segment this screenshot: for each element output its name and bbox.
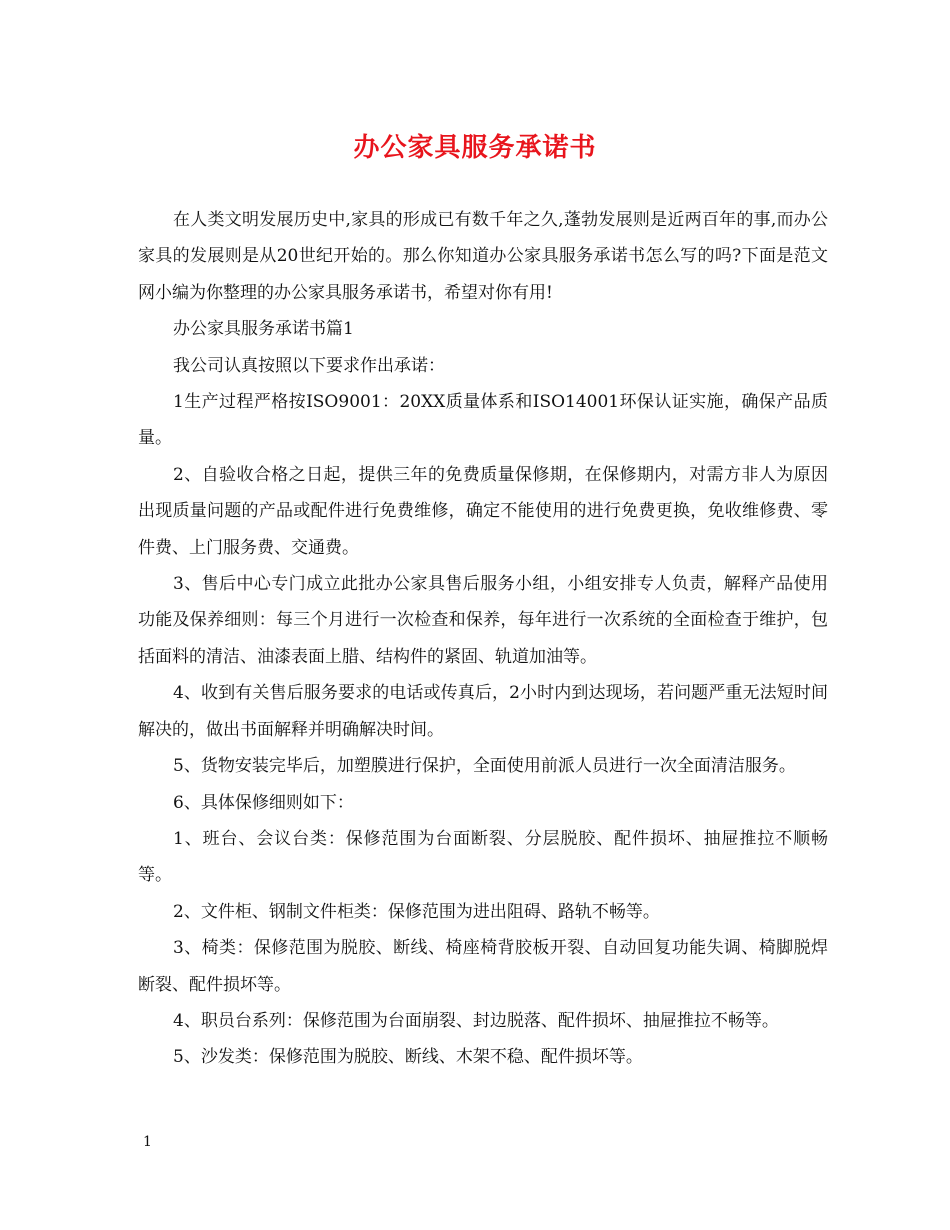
commitment-lead: 我公司认真按照以下要求作出承诺： [173,355,445,376]
section-heading: 办公家具服务承诺书篇1 [173,319,354,340]
commitment-item-4: 4、收到有关售后服务要求的电话或传真后，2小时内到达现场，若问题严重无法短时间解决的，做出书面解释并明确解决时间。 [138,683,828,740]
commitment-item-1: 1生产过程严格按ISO9001：20XX质量体系和ISO14001环保认证实施，确保产品质量。 [138,392,828,449]
warranty-item-1: 1、班台、会议台类：保修范围为台面断裂、分层脱胶、配件损坏、抽屉推拉不顺畅等。 [138,828,828,886]
page-number: 1 [143,1134,152,1150]
commitment-item-6: 6、具体保修细则如下： [173,792,354,813]
warranty-item-4: 4、职员台系列：保修范围为台面崩裂、封边脱落、配件损坏、抽屉推拉不畅等。 [173,1010,779,1031]
document-title: 办公家具服务承诺书 [353,133,597,163]
commitment-item-2: 2、自验收合格之日起，提供三年的免费质量保修期，在保修期内，对需方非人为原因出现质量问题的产品或配件进行免费维修，确定不能使用的进行免费更换，免收维修费、零件费、上门服务费、交通费。 [138,464,828,558]
commitment-item-5: 5、货物安装完毕后，加塑膜进行保护，全面使用前派人员进行一次全面清洁服务。 [173,756,796,777]
warranty-item-5: 5、沙发类：保修范围为脱胶、断线、木架不稳、配件损坏等。 [173,1047,643,1068]
document-body [138,202,828,1076]
warranty-item-3: 3、椅类：保修范围为脱胶、断线、椅座椅背胶板开裂、自动回复功能失调、椅脚脱焊断裂、配件损坏等。 [138,938,828,995]
warranty-item-2: 2、文件柜、钢制文件柜类：保修范围为进出阻碍、路轨不畅等。 [173,901,660,922]
commitment-item-3: 3、售后中心专门成立此批办公家具售后服务小组，小组安排专人负责，解释产品使用功能及保养细则：每三个月进行一次检查和保养，每年进行一次系统的全面检查于维护，包括面料的清洁、油漆表面上腊、结构件的紧固、轨道加油等。 [138,574,828,667]
intro-paragraph: 在人类文明发展历史中,家具的形成已有数千年之久,蓬勃发展则是近两百年的事,而办公家具的发展则是从20世纪开始的。那么你知道办公家具服务承诺书怎么写的吗?下面是范文网小编为你整理的办公家具服务承诺书，希望对你有用! [138,210,828,303]
